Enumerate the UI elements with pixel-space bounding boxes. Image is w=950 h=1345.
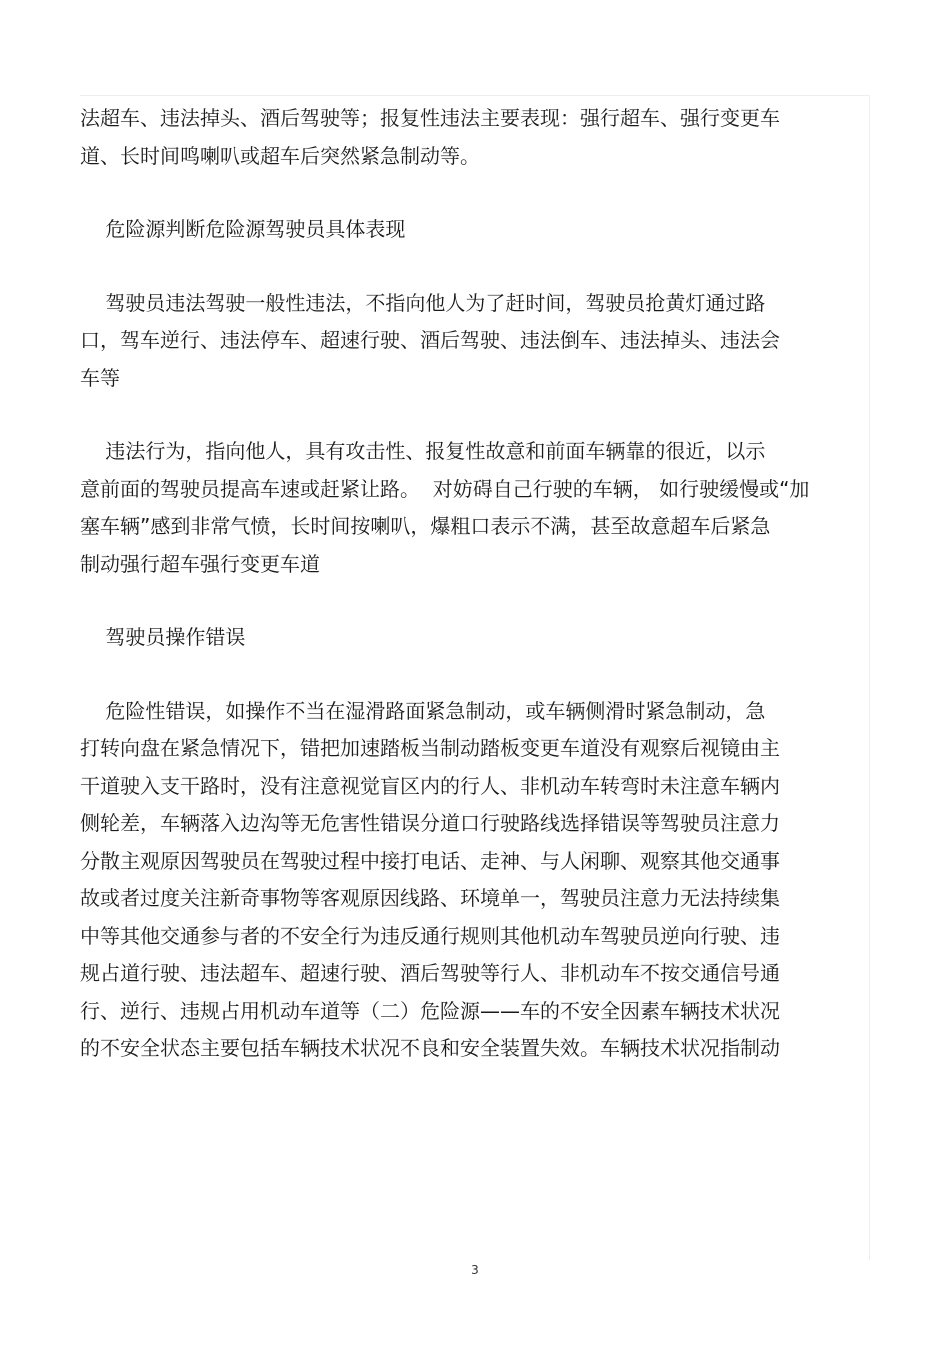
text-line: 的不安全状态主要包括车辆技术状况不良和安全装置失效。车辆技术状况指制动 bbox=[80, 1036, 780, 1060]
document-body bbox=[80, 100, 870, 1068]
text-line: 制动强行超车强行变更车道 bbox=[80, 551, 320, 576]
text-line: 规占道行驶、违法超车、超速行驶、酒后驾驶等行人、非机动车不按交通信号通 bbox=[80, 961, 780, 985]
text-line: 打转向盘在紧急情况下，错把加速踏板当制动踏板变更车道没有观察后视镜由主 bbox=[80, 736, 780, 760]
text-line: 危险性错误，如操作不当在湿滑路面紧急制动，或车辆侧滑时紧急制动，急 bbox=[80, 698, 766, 723]
text-line: 违法行为，指向他人，具有攻击性、报复性故意和前面车辆靠的很近，以示 bbox=[80, 439, 766, 463]
text-line: 口，驾车逆行、违法停车、超速行驶、酒后驾驶、违法倒车、违法掉头、违法会 bbox=[80, 328, 780, 352]
page-number: 3 bbox=[471, 1263, 479, 1277]
page-border-top bbox=[80, 95, 870, 96]
paragraph bbox=[80, 211, 870, 249]
paragraph-gap bbox=[80, 583, 870, 619]
text-line: 中等其他交通参与者的不安全行为违反通行规则其他机动车驾驶员逆向行驶、违 bbox=[80, 923, 780, 948]
text-line: 驾驶员违法驾驶一般性违法，不指向他人为了赶时间，驾驶员抢黄灯通过路 bbox=[80, 290, 766, 315]
paragraph bbox=[80, 285, 870, 398]
text-line: 行、逆行、违规占用机动车道等（二）危险源——车的不安全因素车辆技术状况 bbox=[80, 998, 780, 1023]
paragraph-gap bbox=[80, 249, 870, 285]
text-line: 分散主观原因驾驶员在驾驶过程中接打电话、走神、与人闲聊、观察其他交通事 bbox=[80, 848, 780, 873]
paragraph bbox=[80, 433, 870, 583]
paragraph bbox=[80, 100, 870, 175]
text-line: 法超车、违法掉头、酒后驾驶等；报复性违法主要表现：强行超车、强行变更车 bbox=[80, 106, 780, 130]
text-line: 道、长时间鸣喇叭或超车后突然紧急制动等。 bbox=[80, 143, 480, 168]
paragraph-gap bbox=[80, 175, 870, 211]
text-line: 车等 bbox=[80, 365, 120, 390]
text-line: 意前面的驾驶员提高车速或赶紧让路。 对妨碍自己行驶的车辆， 如行驶缓慢或“加 bbox=[80, 476, 810, 501]
text-line: 危险源判断危险源驾驶员具体表现 bbox=[80, 217, 406, 241]
paragraph bbox=[80, 693, 870, 1068]
text-line: 干道驶入支干路时，没有注意视觉盲区内的行人、非机动车转弯时未注意车辆内 bbox=[80, 773, 780, 798]
text-line: 驾驶员操作错误 bbox=[80, 625, 246, 649]
paragraph-gap bbox=[80, 657, 870, 693]
text-line: 故或者过度关注新奇事物等客观原因线路、环境单一，驾驶员注意力无法持续集 bbox=[80, 886, 780, 910]
paragraph-gap bbox=[80, 397, 870, 433]
text-line: 塞车辆”感到非常气愤，长时间按喇叭，爆粗口表示不满，甚至故意超车后紧急 bbox=[80, 514, 771, 538]
text-line: 侧轮差，车辆落入边沟等无危害性错误分道口行驶路线选择错误等驾驶员注意力 bbox=[80, 811, 780, 835]
paragraph bbox=[80, 619, 870, 657]
